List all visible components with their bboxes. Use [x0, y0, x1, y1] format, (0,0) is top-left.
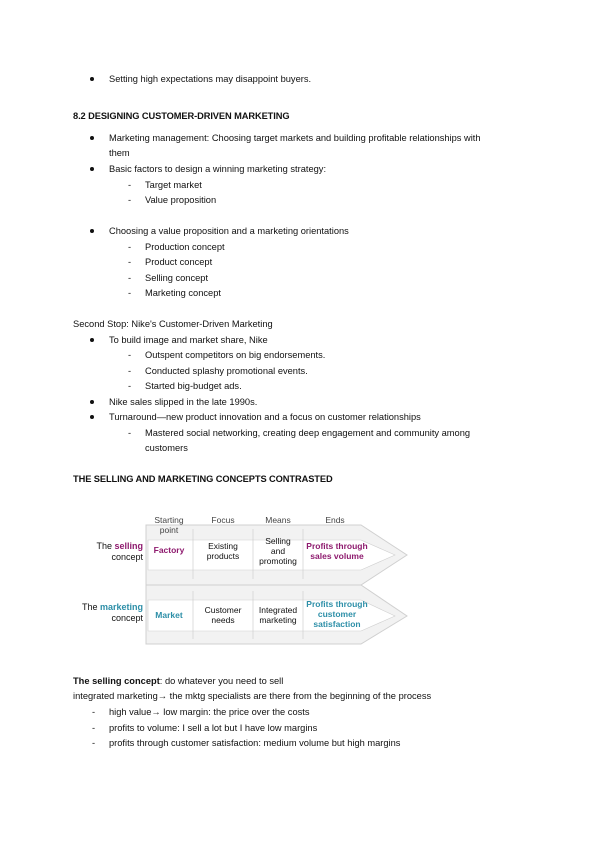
- nike-bullet-2: Nike sales slipped in the late 1990s.: [109, 397, 258, 407]
- marketing-means: Integrated marketing: [258, 605, 298, 625]
- bullet-marketing-management-cont: them: [109, 148, 130, 158]
- dash-marker: -: [128, 242, 132, 252]
- dash-marker: -: [128, 195, 132, 205]
- dash-marker: -: [128, 288, 132, 298]
- dash-marker: -: [128, 381, 132, 391]
- integrated-marketing-line: integrated marketing→ the mktg specialists are there from the beginning of the process: [73, 691, 432, 701]
- factor-item: Value proposition: [145, 195, 217, 205]
- header-starting-point: Starting point: [154, 515, 184, 535]
- nike-bullet-3: Turnaround—new product innovation and a focus on customer relationships: [109, 412, 421, 422]
- bullet-dot: [90, 229, 94, 233]
- orientation-item: Marketing concept: [145, 288, 221, 298]
- nike-title: Second Stop: Nike's Customer-Driven Marketing: [73, 319, 273, 329]
- concepts-diagram: [73, 507, 418, 647]
- final-item: profits through customer satisfaction: medium volume but high margins: [109, 738, 401, 748]
- selling-concept-line: The selling concept: do whatever you need to sell: [73, 676, 284, 686]
- factor-item: Target market: [145, 180, 202, 190]
- bullet-basic-factors: Basic factors to design a winning marketing strategy:: [109, 164, 327, 174]
- dash-marker: -: [128, 428, 132, 438]
- top-bullet-text: Setting high expectations may disappoint buyers.: [109, 74, 312, 84]
- bullet-marketing-management: Marketing management: Choosing target markets and building profitable relationships with: [109, 133, 481, 143]
- marketing-focus: Customer needs: [204, 605, 242, 625]
- selling-ends: Profits through sales volume: [306, 541, 368, 561]
- orientation-item: Production concept: [145, 242, 225, 252]
- contrast-heading: THE SELLING AND MARKETING CONCEPTS CONTRASTED: [73, 474, 333, 484]
- dash-marker: -: [128, 366, 132, 376]
- header-focus: Focus: [211, 515, 235, 525]
- dash-marker: -: [92, 738, 96, 748]
- selling-means: Selling and promoting: [259, 536, 297, 566]
- nike-sub-item: Started big-budget ads.: [145, 381, 242, 391]
- dash-marker: -: [92, 723, 96, 733]
- final-item: high value→ low margin: the price over the costs: [109, 707, 310, 717]
- marketing-ends: Profits through customer satisfaction: [306, 599, 368, 629]
- nike-sub-item: Mastered social networking, creating deep engagement and community among: [145, 428, 471, 438]
- bullet-dot: [90, 77, 94, 81]
- nike-sub-item: Outspent competitors on big endorsements.: [145, 350, 326, 360]
- bullet-dot: [90, 136, 94, 140]
- dash-marker: -: [128, 180, 132, 190]
- marketing-concept-label: The marketing concept: [81, 602, 143, 623]
- marketing-start: Market: [155, 610, 183, 620]
- selling-concept-label: The selling concept: [96, 541, 143, 562]
- orientation-item: Product concept: [145, 257, 213, 267]
- nike-sub-item-cont: customers: [145, 443, 188, 453]
- nike-sub-item: Conducted splashy promotional events.: [145, 366, 308, 376]
- bullet-value-proposition: Choosing a value proposition and a marketing orientations: [109, 226, 349, 236]
- dash-marker: -: [92, 707, 96, 717]
- bullet-dot: [90, 338, 94, 342]
- dash-marker: -: [128, 273, 132, 283]
- selling-focus: Existing products: [206, 541, 240, 561]
- header-ends: Ends: [325, 515, 345, 525]
- bullet-dot: [90, 167, 94, 171]
- selling-start: Factory: [153, 545, 185, 555]
- section-heading: 8.2 DESIGNING CUSTOMER-DRIVEN MARKETING: [73, 111, 290, 121]
- orientation-item: Selling concept: [145, 273, 209, 283]
- dash-marker: -: [128, 257, 132, 267]
- bullet-dot: [90, 400, 94, 404]
- dash-marker: -: [128, 350, 132, 360]
- header-means: Means: [265, 515, 291, 525]
- final-item: profits to volume: I sell a lot but I have low margins: [109, 723, 318, 733]
- bullet-dot: [90, 415, 94, 419]
- nike-bullet-1: To build image and market share, Nike: [109, 335, 268, 345]
